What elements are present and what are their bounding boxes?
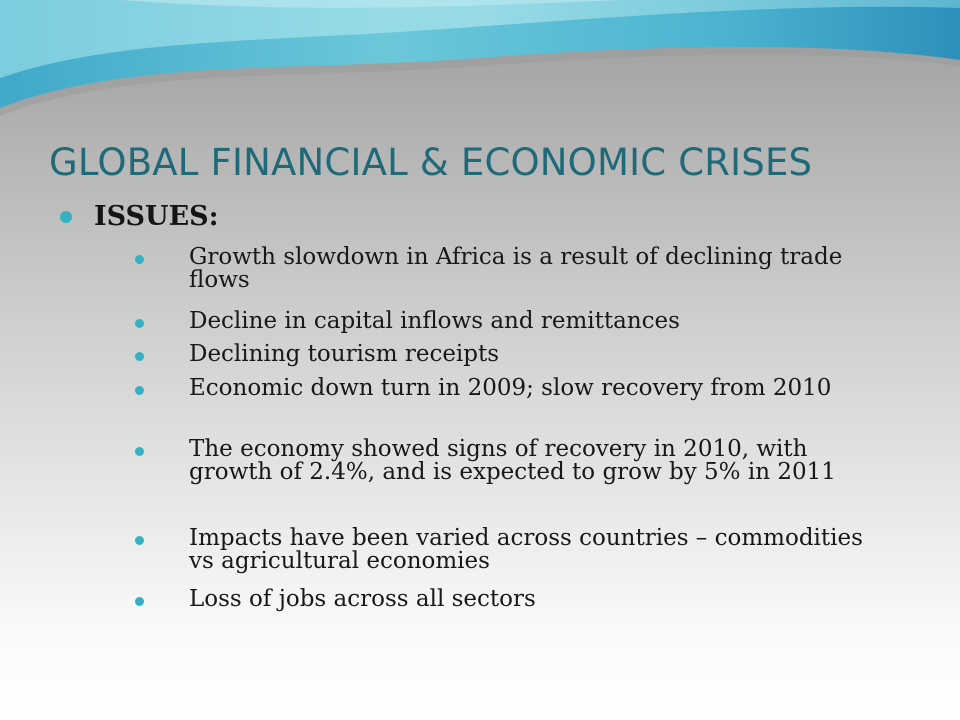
list-item: [135, 246, 885, 292]
bullet-icon: [135, 536, 144, 545]
list-item-text: Loss of jobs across all sectors: [189, 586, 536, 612]
issues-heading-item: [60, 199, 219, 235]
bullet-icon: [135, 319, 144, 328]
bullet-icon: [135, 255, 144, 264]
bullet-icon: [135, 386, 144, 395]
list-item: [135, 588, 885, 611]
list-item-text: Growth slowdown in Africa is a result of declining trade flows: [189, 244, 843, 293]
list-item: [135, 343, 885, 366]
list-item-text: Decline in capital inflows and remittances: [189, 308, 680, 334]
slide-title: GLOBAL FINANCIAL & ECONOMIC CRISES: [49, 141, 813, 184]
list-item-text: Economic down turn in 2009; slow recovery from 2010: [189, 375, 832, 401]
issues-heading: ISSUES:: [94, 201, 219, 232]
list-item-text: Declining tourism receipts: [189, 341, 500, 367]
list-item-text: The economy showed signs of recovery in 2010, with growth of 2.4%, and is expected to grow by 5% in 2011: [189, 436, 836, 485]
list-item: [135, 527, 885, 573]
list-item: [135, 377, 885, 400]
bullet-icon: [60, 211, 72, 223]
bullet-icon: [135, 447, 144, 456]
bullet-icon: [135, 352, 144, 361]
list-item: [135, 310, 885, 333]
list-item-text: Impacts have been varied across countries – commodities vs agricultural economies: [189, 525, 863, 574]
bullet-icon: [135, 597, 144, 606]
list-item: [135, 438, 885, 484]
